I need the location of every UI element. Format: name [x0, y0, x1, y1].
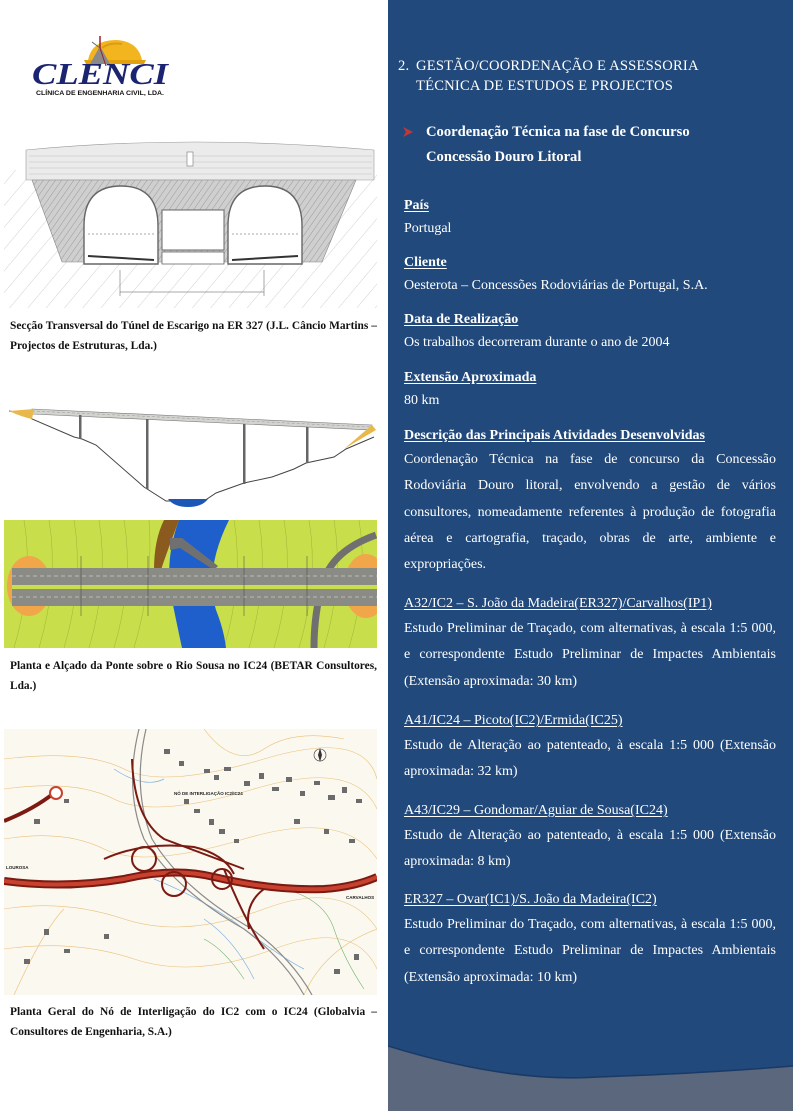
project-description: Estudo de Alteração ao patenteado, à escala 1:5 000 (Extensão aproximada: 32 km): [404, 738, 776, 780]
company-logo: [30, 34, 172, 98]
arrow-bullet-icon: [402, 126, 414, 138]
project-item: [404, 710, 776, 786]
project-title: A32/IC2 – S. João da Madeira(ER327)/Carvalhos(IP1): [404, 596, 712, 611]
field-descricao-label: Descrição das Principais Atividades Desenvolvidas: [404, 428, 706, 443]
project-item: [404, 593, 776, 695]
bridge-elevation-drawing: [4, 397, 377, 512]
left-column: [0, 0, 388, 1111]
project-title: ER327 – Ovar(IC1)/S. João da Madeira(IC2): [404, 892, 657, 907]
project-description: Estudo Preliminar de Traçado, com alternativas, à escala 1:5 000, e correspondente Estudo Preliminar de Impactes Ambientais (Extensão aproximada: 30 km): [404, 621, 776, 689]
field-cliente: [404, 253, 776, 299]
field-pais-value: Portugal: [404, 221, 452, 236]
field-extensao-label: Extensão Aproximada: [404, 370, 537, 385]
project-heading-line1: Coordenação Técnica na fase de Concurso: [426, 124, 690, 140]
bridge-plan-drawing: [4, 520, 377, 648]
field-descricao: [404, 426, 776, 578]
project-description: Estudo de Alteração ao patenteado, à escala 1:5 000 (Extensão aproximada: 8 km): [404, 828, 776, 870]
field-data: [404, 310, 776, 356]
interchange-map: [4, 729, 377, 995]
project-description: Estudo Preliminar do Traçado, com alternativas, à escala 1:5 000, e correspondente Estudo Preliminar de Impactes Ambientais (Extensão aproximada: 10 km): [404, 917, 776, 985]
field-descricao-value: Coordenação Técnica na fase de concurso da Concessão Rodoviária Douro litoral, envolvendo a gestão de vários consultores, nomeadamente referentes à produção de fotografia aérea e cartografia, traçado, obras de arte, ambiente e expropriações.: [404, 452, 776, 573]
map-label-carvalhos: CARVALHOS: [346, 895, 375, 900]
project-item: [404, 800, 776, 876]
project-item: [404, 889, 776, 991]
section-title-line1: GESTÃO/COORDENAÇÃO E ASSESSORIA: [416, 58, 699, 74]
field-extensao: [404, 368, 776, 414]
field-cliente-value: Oesterota – Concessões Rodoviárias de Portugal, S.A.: [404, 278, 708, 293]
interchange-caption: Planta Geral do Nó de Interligação do IC2 com o IC24 (Globalvia – Consultores de Engenharia, S.A.): [10, 1006, 377, 1038]
map-label-lourosa: LOUROSA: [6, 865, 29, 870]
tunnel-section-drawing: [4, 140, 377, 308]
field-cliente-label: Cliente: [404, 255, 447, 270]
field-data-label: Data de Realização: [404, 312, 519, 327]
logo-graphic: [30, 34, 172, 98]
project-heading-line2: Concessão Douro Litoral: [426, 149, 582, 165]
decorative-wave: [388, 1021, 793, 1111]
field-extensao-value: 80 km: [404, 393, 440, 408]
section-title: [398, 56, 788, 96]
field-pais: [404, 196, 776, 242]
bridge-caption: Planta e Alçado da Ponte sobre o Rio Sousa no IC24 (BETAR Consultores, Lda.): [10, 660, 377, 692]
details-panel: [388, 0, 793, 1111]
field-data-value: Os trabalhos decorreram durante o ano de 2004: [404, 335, 670, 350]
tunnel-caption: Secção Transversal do Túnel de Escarigo na ER 327 (J.L. Câncio Martins – Projectos de Estruturas, Lda.): [10, 320, 377, 352]
field-pais-label: País: [404, 198, 429, 213]
section-number: 2.: [398, 58, 410, 74]
section-title-line2: TÉCNICA DE ESTUDOS E PROJECTOS: [416, 78, 674, 94]
logo-subtitle: CLÍNICA DE ENGENHARIA CIVIL, LDA.: [36, 90, 156, 97]
map-label-node: NÓ DE INTERLIGAÇÃO IC2/IC24: [174, 791, 243, 796]
logo-wordmark: CLENCI: [32, 56, 170, 91]
project-title: A41/IC24 – Picoto(IC2)/Ermida(IC25): [404, 713, 623, 728]
project-heading: [402, 120, 782, 170]
project-title: A43/IC29 – Gondomar/Aguiar de Sousa(IC24): [404, 803, 668, 818]
